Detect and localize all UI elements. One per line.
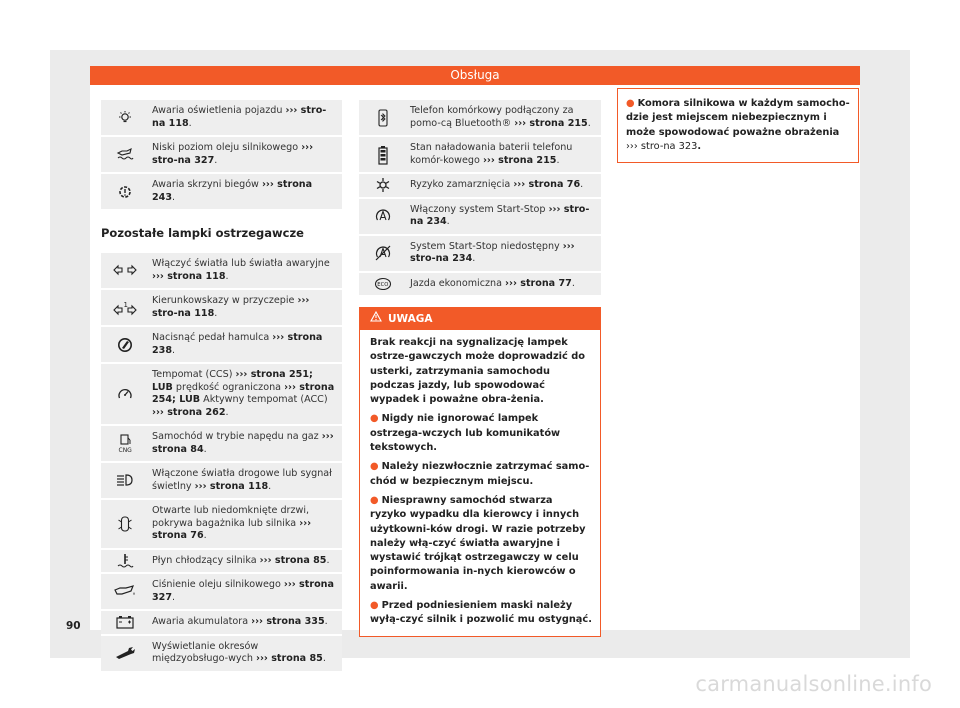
row-text: Awaria oświetlenia pojazdu (152, 105, 286, 116)
list-item: ● Należy niezwłocznie zatrzymać samo-chód w bezpiecznym miejscu. (370, 461, 590, 487)
row-text: Włączone światła drogowe lub sygnał świetlny (152, 468, 332, 492)
gearbox-fault-icon (101, 173, 148, 210)
table-row: Stan naładowania baterii telefonu komór-kowego ››› strona 215. (359, 136, 601, 173)
table-row: Włączone światła drogowe lub sygnał świetlny ››› strona 118. (101, 462, 342, 499)
row-text: Niski poziom oleju silnikowego (152, 142, 302, 153)
page-reference[interactable]: ››› strona 262 (152, 406, 226, 418)
row-text: Ryzyko zamarznięcia (410, 179, 514, 190)
warning-table-bottom (101, 253, 342, 673)
table-row: Ciśnienie oleju silnikowego ››› strona 327. (101, 573, 342, 610)
start-stop-off-icon (359, 235, 406, 272)
page-reference[interactable]: stro-na 323 (637, 140, 698, 152)
start-stop-icon (359, 198, 406, 235)
bullet-icon: ● (370, 461, 379, 473)
page-reference-arrows[interactable]: ››› (626, 140, 638, 152)
brake-pedal-icon (101, 326, 148, 363)
row-text: Tempomat (CCS) (152, 369, 236, 380)
warning-triangle-icon (370, 308, 382, 330)
row-text: System Start-Stop niedostępny (410, 240, 563, 252)
bullet-icon: ● (370, 413, 379, 425)
right-column (617, 88, 859, 163)
coolant-icon (101, 549, 148, 574)
high-beam-icon (101, 462, 148, 499)
warning-table-mid (359, 100, 601, 297)
page-reference[interactable]: ››› stro-na 327 (152, 142, 314, 166)
bluetooth-phone-icon (359, 100, 406, 136)
table-row: Włączyć światła lub światła awaryjne ››› strona 118. (101, 253, 342, 289)
page-reference[interactable]: ››› strona 243 (152, 179, 313, 203)
page-reference[interactable]: ››› strona 254; LUB (152, 381, 335, 405)
warning-intro: Brak reakcji na sygnalizację lampek ostrze-gawczych może doprowadzić do usterki, zatrzymania samochodu podczas jazdy, lub spowodować wypadek i poważne obra-żenia. (370, 337, 585, 406)
bullet-icon: ● (626, 98, 635, 109)
list-item: ● Nigdy nie ignorować lampek ostrzega-wczych lub komunikatów tekstowych. (370, 413, 561, 454)
battery-icon (101, 610, 148, 635)
list-item: ● Niesprawny samochód stwarza ryzyko wypadku dla kierowcy i innych użytkowni-ków drogi. W razie potrzeby należy włą-czyć światła awaryjne i wystawić trójkąt ostrzegawczy w celu poinformowania in-nych kierowców o awarii. (370, 494, 586, 592)
page-reference[interactable]: ››› strona 215 (514, 117, 588, 129)
page-reference[interactable]: ››› strona 76 (513, 179, 581, 190)
table-row: Niski poziom oleju silnikowego ››› stro-na 327. (101, 136, 342, 173)
row-text: Ciśnienie oleju silnikowego (152, 579, 284, 590)
warning-box (359, 307, 601, 637)
page-reference[interactable]: ››› strona 335 (251, 616, 325, 627)
row-text: Włączyć światła lub światła awaryjne (152, 258, 330, 269)
row-text: Wyświetlanie okresów międzyobsługo-wych (152, 640, 259, 664)
eco-drive-icon (359, 272, 406, 297)
engine-bay-note: ● Komora silnikowa w każdym samocho-dzie jest miejscem niebezpiecznym i może spowodować poważne obrażenia ››› stro-na 323. (617, 88, 859, 163)
page-header: Obsługa (90, 66, 860, 85)
bullet-icon: ● (370, 600, 379, 612)
watermark: carmanualsonline.info (695, 672, 932, 696)
table-row: Włączony system Start-Stop ››› stro-na 234. (359, 198, 601, 235)
oil-pressure-icon (101, 573, 148, 610)
middle-column (359, 100, 601, 637)
row-text: Telefon komórkowy podłączony za pomo-cą Bluetooth® (410, 105, 574, 129)
list-item: ● Przed podniesieniem maski należy wyłą-czyć silnik i pozwolić mu ostygnąć. (370, 600, 592, 626)
row-text: Jazda ekonomiczna (410, 277, 506, 289)
page-reference[interactable]: ››› strona 118 (194, 480, 269, 492)
page-reference[interactable]: ››› stro-na 234 (410, 240, 575, 264)
page-reference[interactable]: ››› stro-na 234 (410, 203, 590, 227)
table-row: Telefon komórkowy podłączony za pomo-cą Bluetooth® ››› strona 215. (359, 100, 601, 136)
warning-box-header (360, 308, 600, 330)
page-reference[interactable]: ››› strona 85 (259, 554, 327, 566)
row-text: Awaria skrzyni biegów (152, 179, 262, 190)
table-row: Nacisnąć pedał hamulca ››› strona 238. (101, 326, 342, 363)
door-open-icon (101, 499, 148, 549)
row-text: Płyn chłodzący silnika (152, 554, 260, 566)
table-row: ECO Jazda ekonomiczna ››› strona 77. (359, 272, 601, 297)
row-text: Otwarte lub niedomknięte drzwi, pokrywa bagażnika lub silnika (152, 505, 310, 529)
cng-fuel-icon (101, 425, 148, 462)
row-text: Stan naładowania baterii telefonu komór-kowego (410, 142, 573, 166)
section-title: Pozostałe lampki ostrzegawcze (101, 226, 304, 240)
table-row: Wyświetlanie okresów międzyobsługo-wych ››› strona 85. (101, 635, 342, 672)
table-row: CNG Samochód w trybie napędu na gaz ››› strona 84. (101, 425, 342, 462)
warning-box-body (360, 330, 600, 636)
row-text: Awaria akumulatora (152, 616, 252, 627)
page-reference[interactable]: ››› strona 76 (152, 517, 312, 541)
page-reference[interactable]: ››› strona 84 (152, 431, 334, 455)
bulb-fault-icon (101, 100, 148, 136)
bullet-icon: ● (370, 494, 379, 506)
oil-level-icon (101, 136, 148, 173)
page-reference[interactable]: ››› strona 251; LUB (152, 369, 313, 393)
page-reference[interactable]: ››› strona 215 (482, 154, 557, 166)
row-text: Kierunkowskazy w przyczepie (152, 295, 298, 306)
trailer-turn-signal-icon (101, 289, 148, 326)
page-reference[interactable]: ››› strona 327 (152, 579, 334, 603)
page-reference[interactable]: ››› stro-na 118 (152, 295, 310, 319)
table-row: Tempomat (CCS) ››› strona 251; LUB prędkość ograniczona ››› strona 254; LUB Aktywny tempomat (ACC) ››› strona 262. (101, 363, 342, 425)
page-reference[interactable]: ››› strona 85 (256, 653, 323, 664)
row-text: Samochód w trybie napędu na gaz (152, 431, 322, 442)
page-reference[interactable]: ››› stro-na 118 (152, 105, 327, 129)
cruise-control-icon (101, 363, 148, 425)
frost-icon (359, 173, 406, 198)
page-reference[interactable]: ››› strona 77 (505, 277, 572, 289)
service-wrench-icon (101, 635, 148, 672)
page-reference[interactable]: ››› strona 238 (152, 332, 323, 356)
svg-text:CNG: CNG (118, 446, 132, 454)
turn-signal-arrows-icon (101, 253, 148, 289)
table-row: 1 Kierunkowskazy w przyczepie ››› stro-na 118. (101, 289, 342, 326)
page-number: 90 (66, 620, 81, 632)
warning-box-title: UWAGA (388, 313, 433, 325)
warning-table-top (101, 100, 342, 211)
table-row: Otwarte lub niedomknięte drzwi, pokrywa bagażnika lub silnika ››› strona 76. (101, 499, 342, 549)
row-text: Włączony system Start-Stop (410, 203, 549, 215)
page-reference[interactable]: ››› strona 118 (152, 270, 226, 282)
table-row: System Start-Stop niedostępny ››› stro-na 234. (359, 235, 601, 272)
table-row: Awaria oświetlenia pojazdu ››› stro-na 118. (101, 100, 342, 136)
left-column (101, 100, 342, 673)
table-row: Awaria akumulatora ››› strona 335. (101, 610, 342, 635)
row-text: Nacisnąć pedał hamulca (152, 332, 273, 343)
table-row: Ryzyko zamarznięcia ››› strona 76. (359, 173, 601, 198)
table-row: Awaria skrzyni biegów ››› strona 243. (101, 173, 342, 210)
svg-text:ECO: ECO (376, 281, 388, 288)
svg-text:1: 1 (123, 300, 128, 309)
table-row: Płyn chłodzący silnika ››› strona 85. (101, 549, 342, 574)
phone-battery-icon (359, 136, 406, 173)
